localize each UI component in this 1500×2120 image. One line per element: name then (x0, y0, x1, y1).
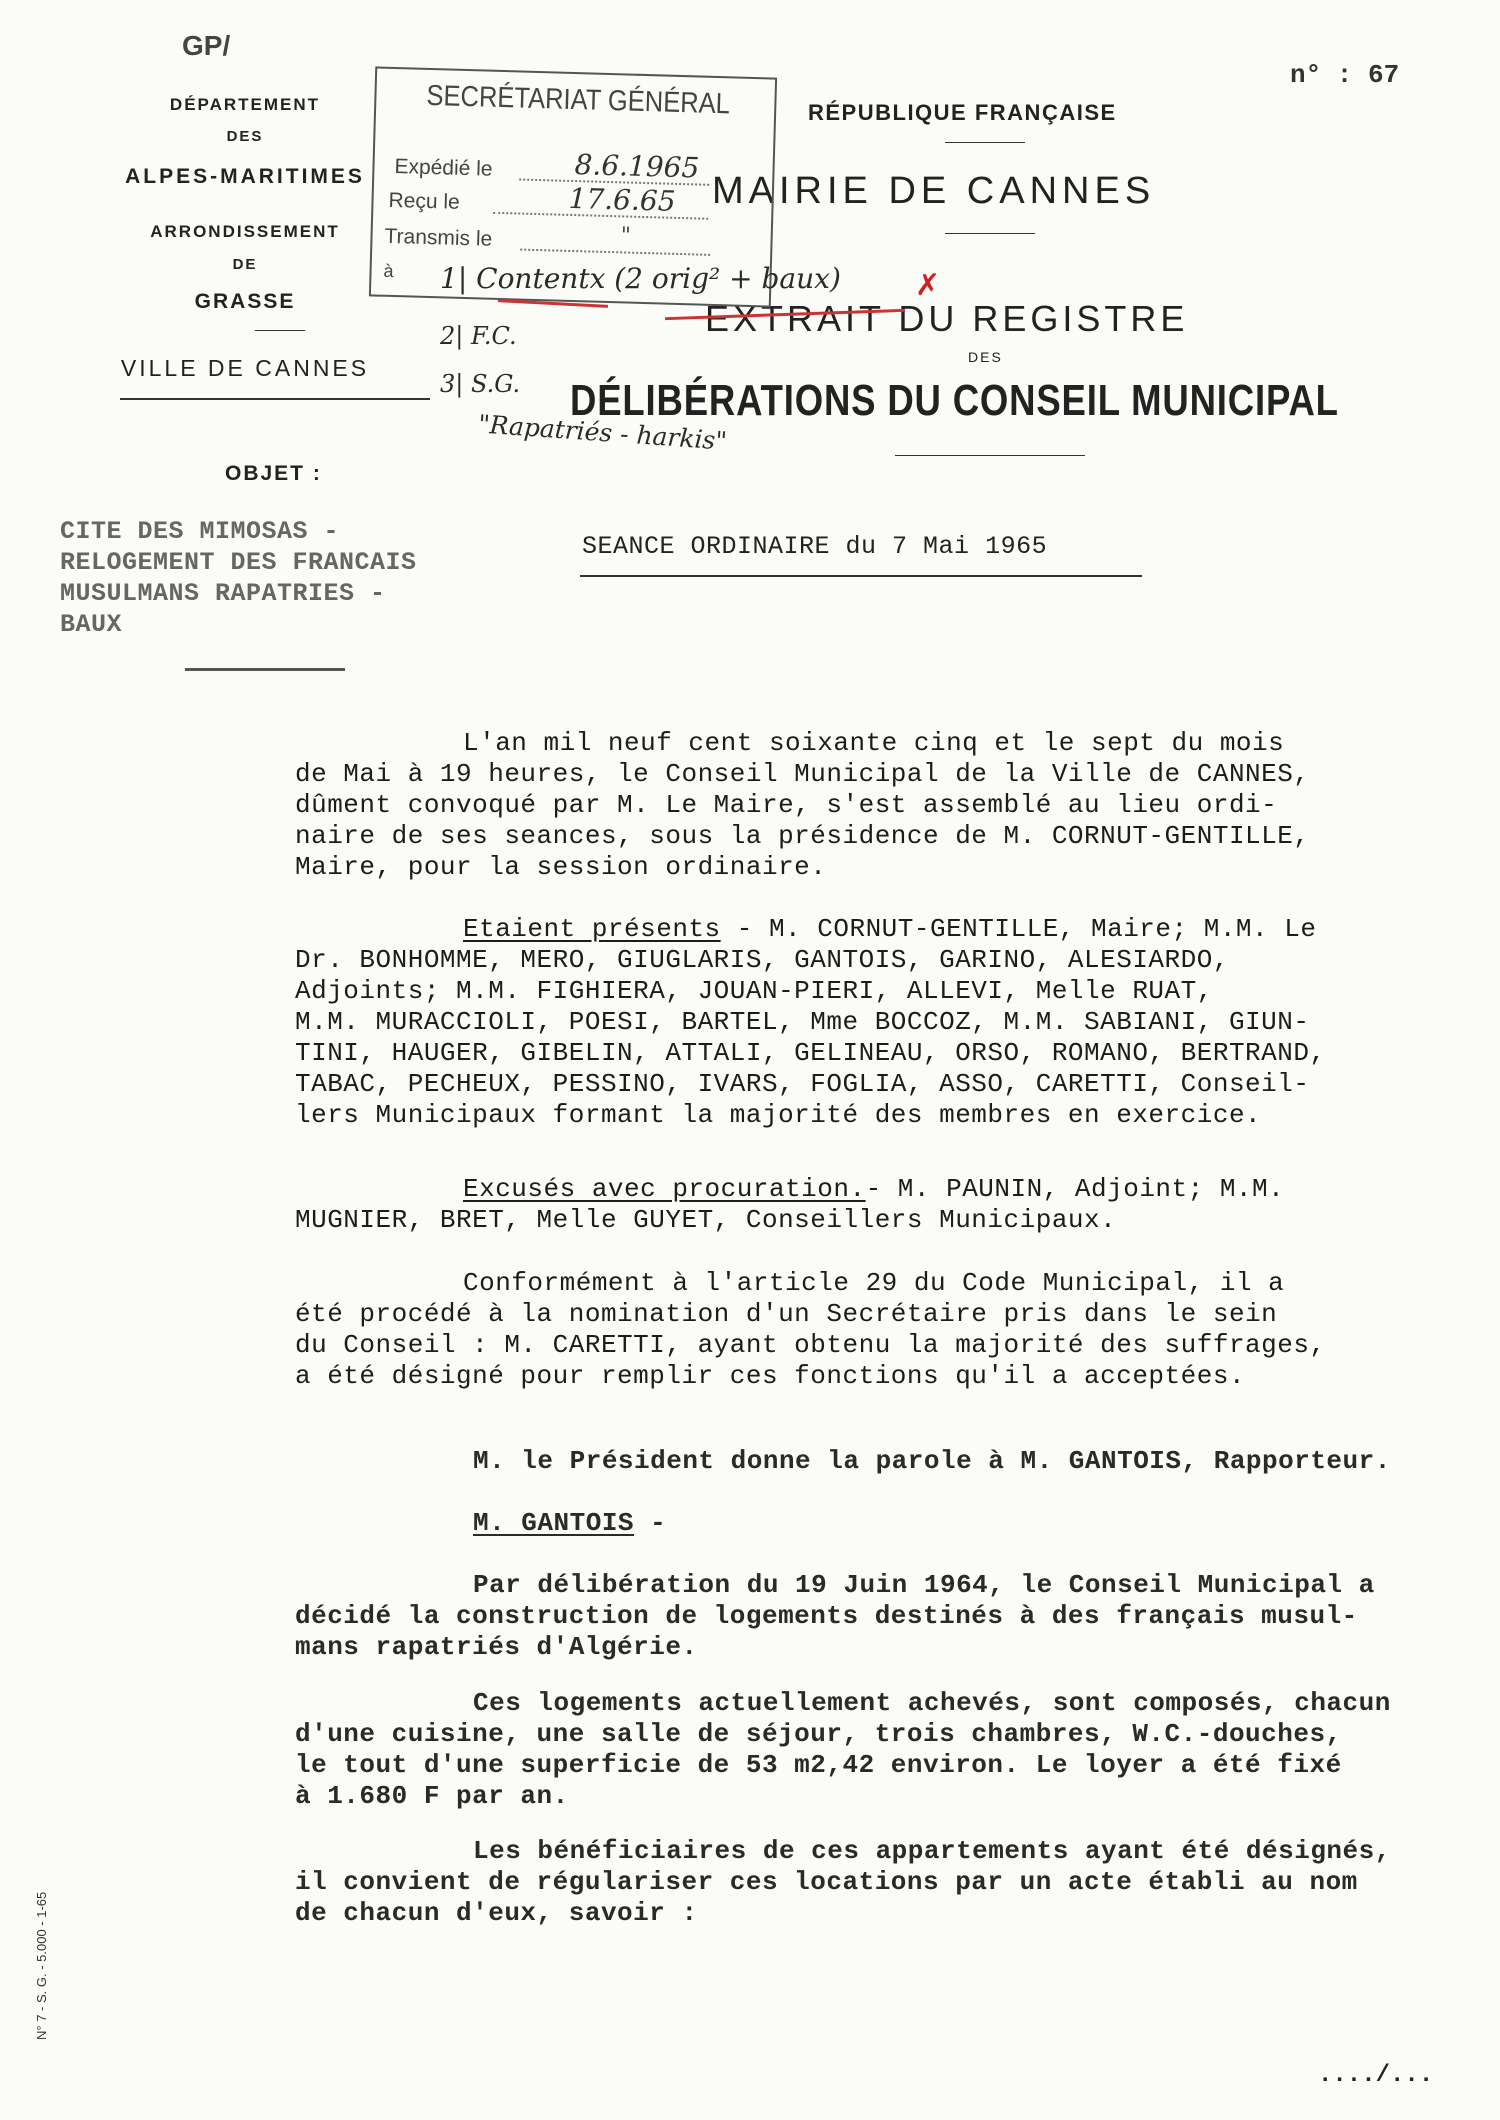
text-line: Les bénéficiaires de ces appartements ayant été désignés, (473, 1836, 1391, 1866)
text-line: Conformément à l'article 29 du Code Municipal, il a (463, 1268, 1285, 1298)
mairie-divider (945, 233, 1035, 234)
ville-label: VILLE DE CANNES (120, 355, 370, 381)
paragraph-deliberation (295, 1570, 1495, 1663)
text-line: été procédé à la nomination d'un Secrétaire pris dans le sein (295, 1299, 1278, 1329)
handwritten-note: "Rapatriés - harkis" (477, 409, 728, 456)
objet-label: OBJET : (225, 462, 322, 485)
paragraph-gantois-heading (295, 1508, 1495, 1539)
text-line: L'an mil neuf cent soixante cinq et le sept du mois (463, 728, 1285, 758)
handwritten-destination-3: 3| S.G. (440, 370, 521, 398)
paragraph-opening (295, 728, 1495, 883)
text-line: de chacun d'eux, savoir : (295, 1898, 698, 1928)
stamp-expedie-value: 8.6.1965 (574, 148, 700, 185)
text-line: M. le Président donne la parole à M. GANTOIS, Rapporteur. (473, 1446, 1391, 1476)
objet-divider (185, 668, 345, 671)
paragraph-logements (295, 1688, 1495, 1812)
text-line: Ces logements actuellement achevés, sont composés, chacun (473, 1688, 1391, 1718)
alpes-maritimes-label: ALPES-MARITIMES (125, 165, 365, 188)
paragraph-president (295, 1446, 1495, 1477)
stamp-title: SECRÉTARIAT GÉNÉRAL (426, 79, 731, 121)
paragraph-excuses (295, 1174, 1495, 1236)
text-line: Dr. BONHOMME, MERO, GIUGLARIS, GANTOIS, GARINO, ALESIARDO, (295, 945, 1229, 975)
text-line (295, 1508, 1495, 1539)
objet-line: BAUX (60, 610, 123, 639)
paragraph-secretaire (295, 1268, 1495, 1392)
red-check-mark: ✗ (915, 268, 941, 303)
deliberations-divider (895, 455, 1085, 456)
text-line: Par délibération du 19 Juin 1964, le Conseil Municipal a (473, 1570, 1375, 1600)
text-line: lers Municipaux formant la majorité des membres en exercice. (295, 1100, 1262, 1130)
text-line: TABAC, PECHEUX, PESSINO, IVARS, FOGLIA, ASSO, CARETTI, Conseil- (295, 1069, 1310, 1099)
arrondissement-label: ARRONDISSEMENT (150, 222, 340, 241)
text-line (295, 914, 1495, 945)
text-line: il convient de régulariser ces locations par un acte établi au nom (295, 1867, 1358, 1897)
objet-line: RELOGEMENT DES FRANCAIS (60, 548, 417, 577)
reference-code: GP/ (182, 30, 231, 61)
republique-divider (945, 142, 1025, 143)
ville-underline (120, 398, 430, 400)
side-print-code: N° 7 - S. G. - 5.000 - 1-65 (34, 1891, 49, 2040)
paragraph-presents (295, 914, 1495, 1131)
text-line: naire de ses seances, sous la présidence de M. CORNUT-GENTILLE, (295, 821, 1310, 851)
objet-line: CITE DES MIMOSAS - (60, 517, 340, 546)
presents-label: Etaient présents (463, 914, 721, 944)
text-line: Maire, pour la session ordinaire. (295, 852, 827, 882)
seance-title: SEANCE ORDINAIRE du 7 Mai 1965 (582, 532, 1048, 561)
objet-line: MUSULMANS RAPATRIES - (60, 579, 386, 608)
stamp-recu-label: Reçu le (388, 188, 461, 214)
gantois-dash: - (634, 1508, 667, 1538)
stamp-a-label: à (383, 260, 394, 282)
text-line: M.M. MURACCIOLI, POESI, BARTEL, Mme BOCCOZ, M.M. SABIANI, GIUN- (295, 1007, 1310, 1037)
stamp-expedie-label: Expédié le (394, 155, 493, 181)
continuation-mark: ..../... (1318, 2062, 1434, 2089)
grasse-divider (255, 330, 305, 331)
text-line: TINI, HAUGER, GIBELIN, ATTALI, GELINEAU, ORSO, ROMANO, BERTRAND, (295, 1038, 1326, 1068)
text-line: Adjoints; M.M. FIGHIERA, JOUAN-PIERI, ALLEVI, Melle RUAT, (295, 976, 1213, 1006)
excuses-label: Excusés avec procuration. (463, 1174, 866, 1204)
text-line: de Mai à 19 heures, le Conseil Municipal de la Ville de CANNES, (295, 759, 1310, 789)
stamp-transmis-value: " (620, 223, 632, 249)
des-label: DES (226, 128, 264, 145)
text-line: MUGNIER, BRET, Melle GUYET, Conseillers Municipaux. (295, 1205, 1117, 1235)
grasse-label: GRASSE (194, 290, 296, 313)
mairie-title: MAIRIE DE CANNES (712, 170, 1156, 212)
text-line: à 1.680 F par an. (295, 1781, 569, 1811)
extrait-des: DES (968, 349, 1003, 365)
document-number: n° : 67 (1290, 60, 1400, 90)
seance-underline (580, 575, 1142, 577)
text-line: d'une cuisine, une salle de séjour, trois chambres, W.C.-douches, (295, 1719, 1342, 1749)
presents-first: - M. CORNUT-GENTILLE, Maire; M.M. Le (720, 914, 1317, 944)
text-line: dûment convoqué par M. Le Maire, s'est assemblé au lieu ordi- (295, 790, 1278, 820)
objet-text (60, 516, 417, 640)
excuses-first: - M. PAUNIN, Adjoint; M.M. (865, 1174, 1285, 1204)
text-line: le tout d'une superficie de 53 m2,42 environ. Le loyer a été fixé (295, 1750, 1342, 1780)
text-line (295, 1174, 1495, 1205)
paragraph-beneficiaires (295, 1836, 1495, 1929)
handwritten-destination-2: 2| F.C. (440, 322, 517, 350)
stamp-recu-value: 17.6.65 (568, 181, 676, 218)
handwritten-destination-1: 1| Contentx (2 orig² + baux) (440, 262, 841, 295)
extrait-title: EXTRAIT DU REGISTRE (705, 298, 1189, 339)
text-line: a été désigné pour remplir ces fonctions qu'il a acceptées. (295, 1361, 1246, 1391)
deliberations-title: DÉLIBÉRATIONS DU CONSEIL MUNICIPAL (570, 376, 1339, 425)
republique-label: RÉPUBLIQUE FRANÇAISE (808, 100, 1117, 125)
stamp-transmis-dots (520, 249, 710, 256)
de-label: DE (232, 256, 258, 273)
departement-label: DÉPARTEMENT (169, 95, 321, 114)
stamp-transmis-label: Transmis le (384, 224, 493, 251)
gantois-label: M. GANTOIS (473, 1508, 635, 1538)
text-line: décidé la construction de logements destinés à des français musul- (295, 1601, 1358, 1631)
text-line: mans rapatriés d'Algérie. (295, 1632, 698, 1662)
text-line: du Conseil : M. CARETTI, ayant obtenu la majorité des suffrages, (295, 1330, 1326, 1360)
